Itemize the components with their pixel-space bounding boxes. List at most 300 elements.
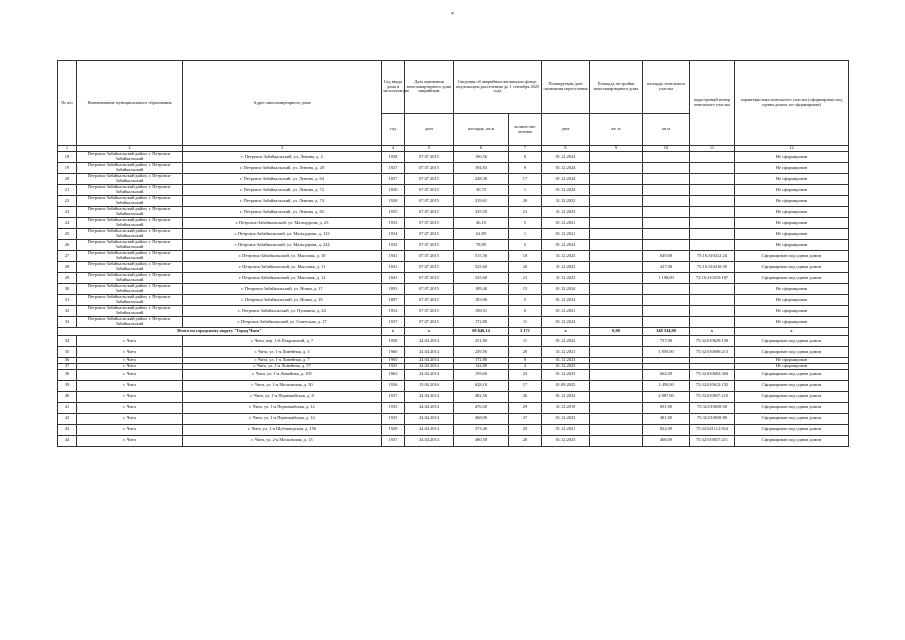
- total-pdate: x: [542, 328, 590, 336]
- planned-date-cell: 01.12.2021: [542, 229, 590, 240]
- sub-people: количество человек: [509, 114, 542, 146]
- planned-date-cell: 01.12.2024: [542, 317, 590, 328]
- table-row: [58, 317, 849, 328]
- total-barea: 0,00: [590, 328, 643, 336]
- row-number: 30: [58, 284, 77, 295]
- emergency-date-cell: 24.04.2014: [405, 336, 454, 347]
- planned-date-cell: 01.12.2024: [542, 295, 590, 306]
- plot-char-cell: Не сформирован: [735, 152, 849, 163]
- area-cell: 159,60: [454, 369, 509, 380]
- emergency-date-cell: 24.04.2014: [405, 402, 454, 413]
- build-area-cell: [590, 207, 643, 218]
- plot-area-cell: 1 450,00: [643, 380, 690, 391]
- municipality-cell: Петровск-Забайкальский район, г. Петровск-Забайкальский: [77, 152, 183, 163]
- build-area-cell: [590, 152, 643, 163]
- build-area-cell: [590, 240, 643, 251]
- row-number: 34: [58, 336, 77, 347]
- build-area-cell: [590, 380, 643, 391]
- people-cell: 8: [509, 358, 542, 364]
- plot-char-cell: Сформирован под одним домом: [735, 402, 849, 413]
- build-area-cell: [590, 413, 643, 424]
- plot-area-cell: 662,00: [643, 369, 690, 380]
- emergency-date-cell: 07.07.2015: [405, 218, 454, 229]
- col-fund-info-header: Сведения об аварийном жилищном фонде, подлежащем расселению до 1 сентября 2025 года: [454, 61, 542, 114]
- build-area-cell: [590, 174, 643, 185]
- people-cell: 4: [509, 363, 542, 369]
- address-cell: г. Петровск-Забайкальский, ул. Ленина, д. 74: [183, 196, 382, 207]
- total-year: x: [382, 328, 405, 336]
- people-cell: 8: [509, 152, 542, 163]
- emergency-date-cell: 07.07.2015: [405, 152, 454, 163]
- col-municipality-header: Наименование муниципального образования: [77, 61, 183, 146]
- people-cell: 18: [509, 251, 542, 262]
- address-cell: г. Чита, ул. 1-я Первомайская, д. 12: [183, 402, 382, 413]
- address-cell: г. Петровск-Забайкальский, ул. Ленина, д. 82: [183, 207, 382, 218]
- emergency-date-cell: 15.04.2016: [405, 380, 454, 391]
- area-cell: 468,00: [454, 413, 509, 424]
- table-row: [58, 369, 849, 380]
- address-cell: г. Чита, ул. 1-я Линейная, д. 105: [183, 369, 382, 380]
- municipality-cell: Петровск-Забайкальский район, г. Петровск-Забайкальский: [77, 207, 183, 218]
- year-cell: 1935: [382, 240, 405, 251]
- row-number: 18: [58, 152, 77, 163]
- table-row: [58, 435, 849, 446]
- people-cell: 1: [509, 229, 542, 240]
- plot-area-cell: [643, 185, 690, 196]
- area-cell: 628,10: [454, 380, 509, 391]
- plot-area-cell: 691,00: [643, 402, 690, 413]
- people-cell: 25: [509, 424, 542, 435]
- build-area-cell: [590, 218, 643, 229]
- emergency-date-cell: 24.04.2014: [405, 435, 454, 446]
- address-cell: г. Чита, пер. 1-й Покровский, д. 7: [183, 336, 382, 347]
- people-cell: 29: [509, 402, 542, 413]
- plot-char-cell: Не сформирован: [735, 306, 849, 317]
- year-cell: 1937: [382, 391, 405, 402]
- area-cell: 373,40: [454, 424, 509, 435]
- plot-char-cell: Сформирован под одним домом: [735, 347, 849, 358]
- col-cadastral-header: кадастровый номер земельного участка: [690, 61, 735, 146]
- municipality-cell: Петровск-Забайкальский район, г. Петровск-Забайкальский: [77, 240, 183, 251]
- planned-date-cell: 01.12.2023: [542, 435, 590, 446]
- planned-date-cell: 01.12.2024: [542, 284, 590, 295]
- cadastral-cell: [690, 185, 735, 196]
- plot-char-cell: Сформирован под одним домом: [735, 380, 849, 391]
- row-number: 20: [58, 174, 77, 185]
- plot-char-cell: Не сформирован: [735, 185, 849, 196]
- cadastral-cell: [690, 207, 735, 218]
- cadastral-cell: [690, 229, 735, 240]
- people-cell: 11: [509, 336, 542, 347]
- total-label: Итого по городскому округу "Город Чита": [58, 328, 382, 336]
- colnum: 3: [183, 146, 382, 152]
- area-cell: 319,61: [454, 196, 509, 207]
- sub-date: дата: [405, 114, 454, 146]
- people-cell: 5: [509, 218, 542, 229]
- area-cell: 183,96: [454, 295, 509, 306]
- emergency-date-cell: 24.04.2014: [405, 347, 454, 358]
- emergency-date-cell: 07.07.2015: [405, 317, 454, 328]
- people-cell: 20: [509, 262, 542, 273]
- area-cell: 78,89: [454, 240, 509, 251]
- people-cell: 15: [509, 284, 542, 295]
- emergency-date-cell: 24.04.2014: [405, 424, 454, 435]
- emergency-date-cell: 24.04.2014: [405, 391, 454, 402]
- municipality-cell: Петровск-Забайкальский район, г. Петровск-Забайкальский: [77, 196, 183, 207]
- people-cell: 6: [509, 306, 542, 317]
- sub-date2: дата: [542, 114, 590, 146]
- row-number: 23: [58, 207, 77, 218]
- municipality-cell: Петровск-Забайкальский район, г. Петровск-Забайкальский: [77, 284, 183, 295]
- plot-area-cell: [643, 229, 690, 240]
- area-cell: 239,56: [454, 347, 509, 358]
- sub-area: площадь, кв.м: [454, 114, 509, 146]
- table-row: [58, 284, 849, 295]
- plot-area-cell: [643, 218, 690, 229]
- address-cell: г. Петровск-Забайкальский, ул. Мысовая, д. 10: [183, 251, 382, 262]
- emergency-date-cell: 07.07.2015: [405, 196, 454, 207]
- year-cell: 1925: [382, 363, 405, 369]
- cadastral-cell: 75:32:010658:80: [690, 413, 735, 424]
- build-area-cell: [590, 163, 643, 174]
- area-cell: 198,51: [454, 306, 509, 317]
- row-number: 41: [58, 402, 77, 413]
- people-cell: 5: [509, 240, 542, 251]
- build-area-cell: [590, 306, 643, 317]
- plot-area-cell: 1 850,00: [643, 347, 690, 358]
- colnum: 12: [735, 146, 849, 152]
- emergency-date-cell: 24.04.2014: [405, 369, 454, 380]
- municipality-cell: г. Чита: [77, 380, 183, 391]
- address-cell: г. Петровск-Забайкальский, ул. Ленина, д. 64: [183, 174, 382, 185]
- table-row: [58, 174, 849, 185]
- cadastral-cell: [690, 174, 735, 185]
- cadastral-cell: [690, 317, 735, 328]
- address-cell: г. Петровск-Забайкальский, ул. Мысовая, д. 12: [183, 273, 382, 284]
- plot-area-cell: 737,00: [643, 336, 690, 347]
- address-cell: г. Петровск-Забайкальский, ул. Новая, д. 17: [183, 284, 382, 295]
- row-number: 40: [58, 391, 77, 402]
- emergency-date-cell: 07.07.2015: [405, 262, 454, 273]
- build-area-cell: [590, 435, 643, 446]
- table-row: [58, 380, 849, 391]
- row-number: 22: [58, 196, 77, 207]
- address-cell: г. Петровск-Забайкальский, ул. Новая, д. 19: [183, 295, 382, 306]
- planned-date-cell: 01.12.2024: [542, 174, 590, 185]
- area-cell: 196,56: [454, 152, 509, 163]
- people-cell: 17: [509, 174, 542, 185]
- plot-area-cell: 4 887,00: [643, 391, 690, 402]
- row-number: 24: [58, 218, 77, 229]
- colnum: 4: [382, 146, 405, 152]
- plot-area-cell: 481,00: [643, 413, 690, 424]
- area-cell: 476,50: [454, 402, 509, 413]
- area-cell: 46,10: [454, 218, 509, 229]
- municipality-cell: г. Чита: [77, 358, 183, 364]
- people-cell: 27: [509, 413, 542, 424]
- sub-year: год: [382, 114, 405, 146]
- planned-date-cell: 31.12.2023: [542, 262, 590, 273]
- emergency-date-cell: 07.07.2015: [405, 240, 454, 251]
- row-number: 42: [58, 413, 77, 424]
- plot-char-cell: Не сформирован: [735, 196, 849, 207]
- table-row: [58, 240, 849, 251]
- plot-area-cell: [643, 317, 690, 328]
- plot-char-cell: Сформирован под одним домом: [735, 273, 849, 284]
- cadastral-cell: 75:16:310410:187: [690, 273, 735, 284]
- table-row: [58, 163, 849, 174]
- people-cell: 20: [509, 196, 542, 207]
- emergency-date-cell: 07.07.2015: [405, 207, 454, 218]
- build-area-cell: [590, 185, 643, 196]
- plot-char-cell: Не сформирован: [735, 317, 849, 328]
- planned-date-cell: 01.12.2023: [542, 363, 590, 369]
- plot-char-cell: Сформирован под одним домом: [735, 435, 849, 446]
- table-row: [58, 402, 849, 413]
- row-number: 33: [58, 317, 77, 328]
- people-cell: 9: [509, 163, 542, 174]
- emergency-date-cell: 07.07.2015: [405, 229, 454, 240]
- cadastral-cell: 75:32:010612:192: [690, 380, 735, 391]
- row-number: 38: [58, 369, 77, 380]
- people-cell: 1: [509, 185, 542, 196]
- table-row: [58, 251, 849, 262]
- address-cell: г. Чита, ул. 1-я Московская, д. 50: [183, 380, 382, 391]
- table-body-petrovsk: [58, 152, 849, 328]
- total-cad: x: [690, 328, 735, 336]
- municipality-cell: г. Чита: [77, 336, 183, 347]
- page-mark: *: [451, 12, 454, 18]
- emergency-date-cell: 07.07.2015: [405, 295, 454, 306]
- cadastral-cell: 75:32:021112:924: [690, 424, 735, 435]
- table-row: [58, 196, 849, 207]
- planned-date-cell: 01.12.2023: [542, 413, 590, 424]
- people-cell: 20: [509, 435, 542, 446]
- emergency-date-cell: 07.07.2015: [405, 306, 454, 317]
- year-cell: 1955: [382, 207, 405, 218]
- planned-date-cell: 31.12.2023: [542, 196, 590, 207]
- plot-char-cell: Не сформирован: [735, 218, 849, 229]
- year-cell: 1937: [382, 435, 405, 446]
- build-area-cell: [590, 273, 643, 284]
- table-row: [58, 152, 849, 163]
- plot-area-cell: 468,00: [643, 435, 690, 446]
- emergency-date-cell: 07.07.2015: [405, 174, 454, 185]
- emergency-date-cell: 24.04.2014: [405, 363, 454, 369]
- address-cell: г. Петровск-Забайкальский, ул. Мальцурова, д. 133: [183, 229, 382, 240]
- cadastral-cell: 75:16:310412:24: [690, 251, 735, 262]
- row-number: 35: [58, 347, 77, 358]
- col-build-area-header: Площадь застройки многоквартирного дома: [590, 61, 643, 114]
- cadastral-cell: 75:32:010657:211: [690, 435, 735, 446]
- build-area-cell: [590, 251, 643, 262]
- plot-char-cell: Сформирован под одним домом: [735, 262, 849, 273]
- total-char: x: [735, 328, 849, 336]
- table-row: [58, 262, 849, 273]
- address-cell: г. Чита, ул. 1-я Шубзаводская, д. 156: [183, 424, 382, 435]
- plot-area-cell: 1 198,00: [643, 273, 690, 284]
- area-cell: 36,75: [454, 185, 509, 196]
- total-row: [58, 328, 849, 336]
- col-emergency-date-header: Дата признания многоквартирного дома аварийным: [405, 61, 454, 114]
- year-cell: 1941: [382, 251, 405, 262]
- plot-char-cell: Сформирован под одним домом: [735, 391, 849, 402]
- year-cell: 1941: [382, 262, 405, 273]
- plot-char-cell: Не сформирован: [735, 363, 849, 369]
- planned-date-cell: 01.12.2024: [542, 185, 590, 196]
- municipality-cell: г. Чита: [77, 391, 183, 402]
- area-cell: 189,40: [454, 284, 509, 295]
- colnum: 6: [454, 146, 509, 152]
- plot-char-cell: Не сформирован: [735, 358, 849, 364]
- build-area-cell: [590, 424, 643, 435]
- municipality-cell: г. Чита: [77, 402, 183, 413]
- table-total: [58, 328, 849, 336]
- cadastral-cell: [690, 218, 735, 229]
- table-row: [58, 424, 849, 435]
- plot-char-cell: Не сформирован: [735, 284, 849, 295]
- municipality-cell: г. Чита: [77, 363, 183, 369]
- table-row: [58, 273, 849, 284]
- year-cell: 1937: [382, 317, 405, 328]
- year-cell: 1933: [382, 218, 405, 229]
- housing-register-table: [57, 60, 849, 447]
- colnum: 8: [542, 146, 590, 152]
- row-number: 28: [58, 262, 77, 273]
- cadastral-cell: 75:32:010602:304: [690, 369, 735, 380]
- address-cell: г. Петровск-Забайкальский, ул. Мальцурова, д. 23: [183, 218, 382, 229]
- emergency-date-cell: 07.07.2015: [405, 284, 454, 295]
- row-number: 19: [58, 163, 77, 174]
- year-cell: 1935: [382, 413, 405, 424]
- area-cell: 525,60: [454, 262, 509, 273]
- people-cell: 21: [509, 273, 542, 284]
- col-year-header: Год ввода дома в эксплуатацию: [382, 61, 405, 114]
- municipality-cell: Петровск-Забайкальский район, г. Петровск-Забайкальский: [77, 262, 183, 273]
- plot-char-cell: Сформирован под одним домом: [735, 251, 849, 262]
- year-cell: 1893: [382, 284, 405, 295]
- area-cell: 515,56: [454, 251, 509, 262]
- row-number: 21: [58, 185, 77, 196]
- table-row: [58, 347, 849, 358]
- emergency-date-cell: 24.04.2014: [405, 358, 454, 364]
- build-area-cell: [590, 229, 643, 240]
- people-cell: 5: [509, 295, 542, 306]
- emergency-date-cell: 07.07.2015: [405, 185, 454, 196]
- row-number: 26: [58, 240, 77, 251]
- build-area-cell: [590, 317, 643, 328]
- year-cell: 1926: [382, 185, 405, 196]
- planned-date-cell: 31.12.2023: [542, 207, 590, 218]
- municipality-cell: Петровск-Забайкальский район, г. Петровск-Забайкальский: [77, 317, 183, 328]
- emergency-date-cell: 07.07.2015: [405, 251, 454, 262]
- year-cell: 1897: [382, 295, 405, 306]
- cadastral-cell: 75:32:010658:58: [690, 402, 735, 413]
- year-cell: 1929: [382, 424, 405, 435]
- plot-char-cell: Не сформирован: [735, 163, 849, 174]
- year-cell: 1963: [382, 369, 405, 380]
- emergency-date-cell: 24.04.2014: [405, 413, 454, 424]
- address-cell: г. Чита, ул. 2-я Московская, д. 13: [183, 435, 382, 446]
- cadastral-cell: [690, 152, 735, 163]
- people-cell: 17: [509, 380, 542, 391]
- table-row: [58, 306, 849, 317]
- planned-date-cell: 01.12.2024: [542, 152, 590, 163]
- sub-sqm2: кв.м: [643, 114, 690, 146]
- municipality-cell: г. Чита: [77, 347, 183, 358]
- address-cell: г. Петровск-Забайкальский, ул. Мальцурова, д. 224: [183, 240, 382, 251]
- municipality-cell: Петровск-Забайкальский район, г. Петровск-Забайкальский: [77, 306, 183, 317]
- cadastral-cell: 75:32:010606:213: [690, 347, 735, 358]
- plot-char-cell: Не сформирован: [735, 229, 849, 240]
- build-area-cell: [590, 347, 643, 358]
- municipality-cell: Петровск-Забайкальский район, г. Петровск-Забайкальский: [77, 251, 183, 262]
- people-cell: 20: [509, 347, 542, 358]
- municipality-cell: Петровск-Забайкальский район, г. Петровск-Забайкальский: [77, 218, 183, 229]
- row-number: 39: [58, 380, 77, 391]
- table-row: [58, 295, 849, 306]
- area-cell: 248,38: [454, 174, 509, 185]
- planned-date-cell: 01.12.2024: [542, 163, 590, 174]
- plot-area-cell: 822,00: [643, 424, 690, 435]
- area-cell: 62,89: [454, 229, 509, 240]
- year-cell: 1960: [382, 347, 405, 358]
- plot-char-cell: Не сформирован: [735, 207, 849, 218]
- planned-date-cell: 31.12.2019: [542, 402, 590, 413]
- build-area-cell: [590, 295, 643, 306]
- build-area-cell: [590, 336, 643, 347]
- year-cell: 1928: [382, 196, 405, 207]
- municipality-cell: Петровск-Забайкальский район, г. Петровск-Забайкальский: [77, 295, 183, 306]
- year-cell: 1957: [382, 174, 405, 185]
- year-cell: 1938: [382, 152, 405, 163]
- area-cell: 142,89: [454, 363, 509, 369]
- plot-area-cell: 649,00: [643, 251, 690, 262]
- colnum: 11: [690, 146, 735, 152]
- people-cell: 21: [509, 207, 542, 218]
- table-body-chita: [58, 336, 849, 447]
- build-area-cell: [590, 402, 643, 413]
- address-cell: г. Петровск-Забайкальский, ул. Советская, д. 17: [183, 317, 382, 328]
- plot-area-cell: [643, 196, 690, 207]
- planned-date-cell: 31.12.2023: [542, 273, 590, 284]
- planned-date-cell: 31.12.2023: [542, 251, 590, 262]
- cadastral-cell: 75:16:310410:39: [690, 262, 735, 273]
- total-edate: x: [405, 328, 454, 336]
- col-plot-char-header: характеристика земельного участка (сформирован под одним домом, не сформирован): [735, 61, 849, 146]
- cadastral-cell: [690, 240, 735, 251]
- address-cell: г. Чита, ул. 1-я Первомайская, д. 8: [183, 391, 382, 402]
- area-cell: 172,80: [454, 358, 509, 364]
- plot-area-cell: [643, 163, 690, 174]
- planned-date-cell: 01.12.2021: [542, 424, 590, 435]
- planned-date-cell: 01.12.2023: [542, 369, 590, 380]
- plot-area-cell: [643, 295, 690, 306]
- table-row: [58, 413, 849, 424]
- planned-date-cell: 01.09.2025: [542, 380, 590, 391]
- year-cell: 1952: [382, 306, 405, 317]
- row-number: 44: [58, 435, 77, 446]
- plot-char-cell: Сформирован под одним домом: [735, 424, 849, 435]
- col-planned-date-header: Планируемая дата окончания переселения: [542, 61, 590, 114]
- table-row: [58, 229, 849, 240]
- plot-area-cell: [643, 284, 690, 295]
- total-parea: 348 334,00: [643, 328, 690, 336]
- planned-date-cell: 01.12.2024: [542, 240, 590, 251]
- colnum: 10: [643, 146, 690, 152]
- municipality-cell: Петровск-Забайкальский район, г. Петровск-Забайкальский: [77, 163, 183, 174]
- table-row: [58, 218, 849, 229]
